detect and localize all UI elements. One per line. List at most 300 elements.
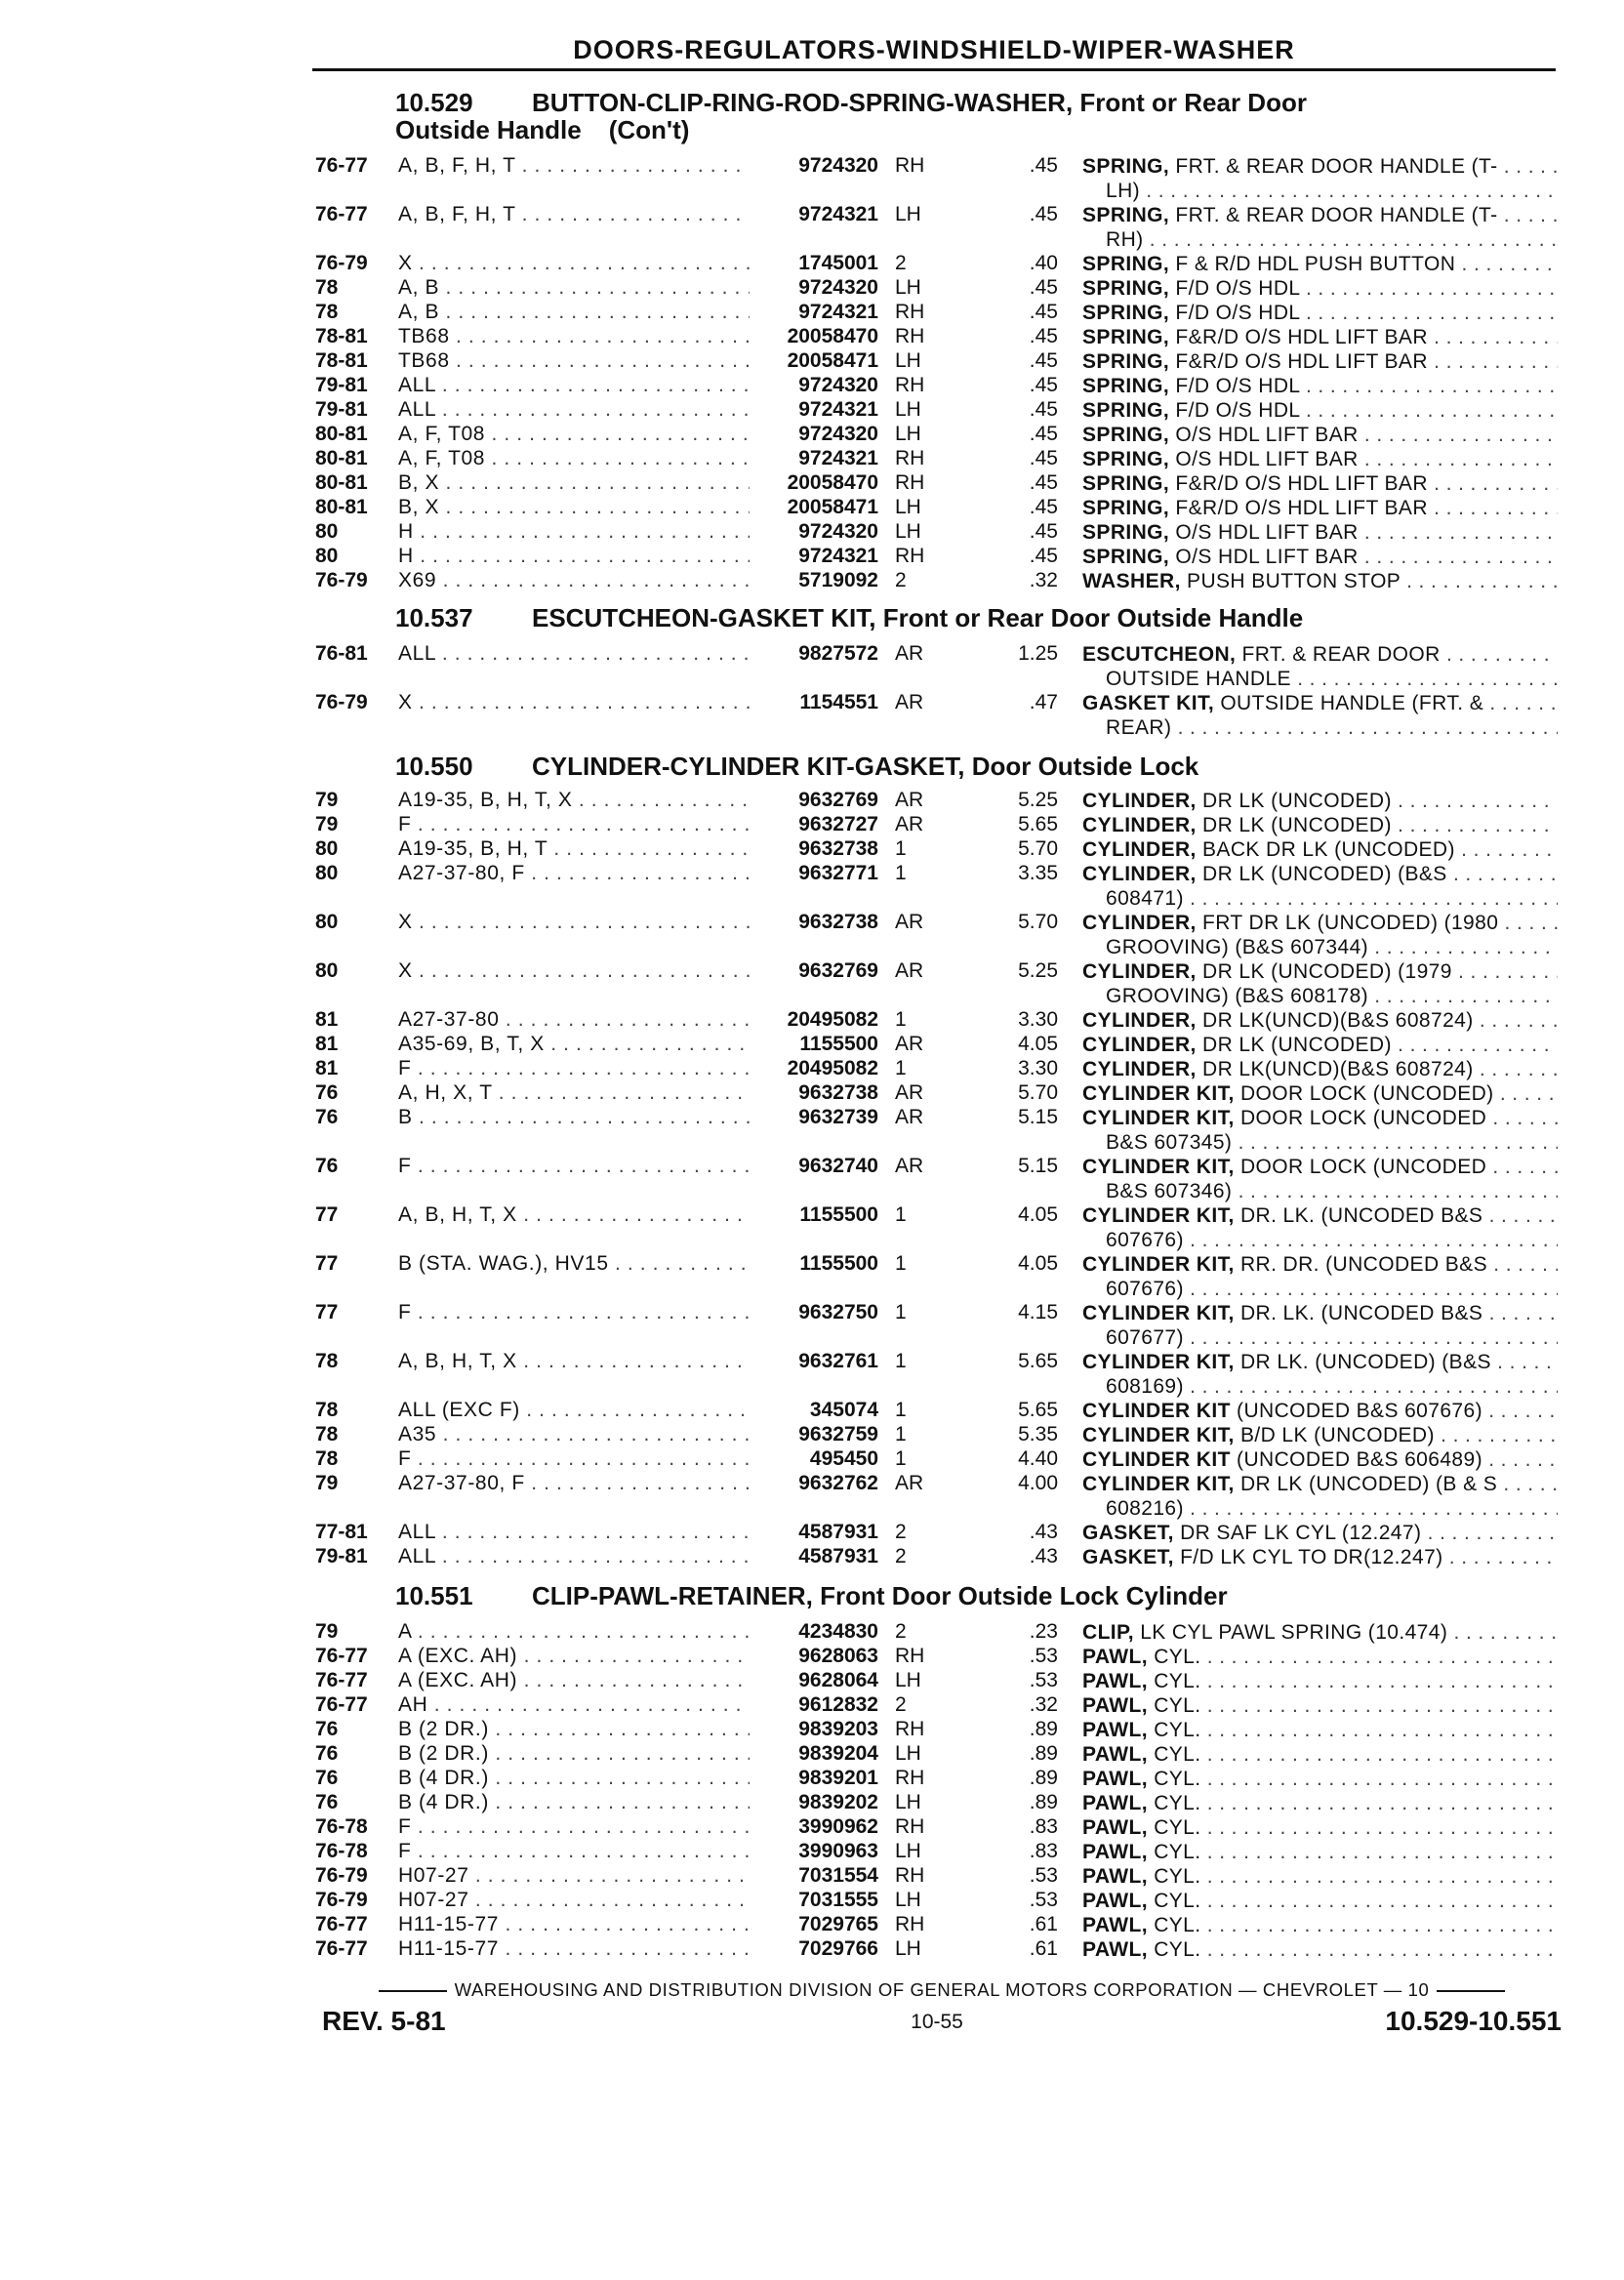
description-line bbox=[1082, 227, 1558, 252]
model-cell: A, B . . . bbox=[398, 301, 750, 324]
quantity-side-cell: AR bbox=[895, 1081, 924, 1104]
part-number-cell: 9628063 bbox=[798, 1645, 878, 1667]
model-cell: A, B, H, T, X . . . bbox=[398, 1350, 750, 1373]
description-line bbox=[1082, 862, 1558, 886]
description-text: FRT DR LK (UNCODED) (1980 bbox=[1196, 912, 1499, 934]
price-cell: .61 bbox=[1029, 1937, 1058, 1960]
description-text: CYL. bbox=[1147, 1719, 1201, 1741]
price-cell: .53 bbox=[1029, 1889, 1058, 1911]
part-number-cell: 20058471 bbox=[787, 349, 878, 372]
price-cell: 3.30 bbox=[1018, 1057, 1058, 1079]
description-keyword: CYLINDER KIT, bbox=[1082, 1082, 1235, 1105]
description-keyword: SPRING, bbox=[1082, 155, 1170, 178]
year-cell: 77-81 bbox=[315, 1521, 368, 1543]
description-text: B&S 607346) bbox=[1106, 1180, 1233, 1202]
description-cell bbox=[1082, 1350, 1558, 1399]
part-number-cell: 9632759 bbox=[798, 1423, 878, 1445]
year-cell: 76 bbox=[315, 1718, 339, 1740]
part-number-cell: 9632761 bbox=[798, 1350, 878, 1372]
part-number-cell: 9632739 bbox=[798, 1106, 878, 1128]
quantity-side-cell: 1 bbox=[895, 1252, 907, 1275]
model-cell: A27-37-80, F . . . bbox=[398, 862, 750, 885]
year-cell: 78 bbox=[315, 1423, 339, 1445]
description-cell bbox=[1082, 1057, 1558, 1081]
part-number-cell: 9632738 bbox=[798, 911, 878, 933]
section-title-rest: Front Door Outside Lock Cylinder bbox=[812, 1581, 1228, 1610]
price-cell: .32 bbox=[1029, 569, 1058, 591]
price-cell: 5.65 bbox=[1018, 813, 1058, 835]
description-text: CYL. bbox=[1147, 1792, 1201, 1814]
description-text: O/S HDL LIFT BAR bbox=[1169, 546, 1359, 568]
part-number-cell: 9724321 bbox=[798, 398, 878, 421]
description-line bbox=[1082, 1106, 1558, 1130]
year-cell: 76 bbox=[315, 1742, 339, 1765]
price-cell: 4.15 bbox=[1018, 1301, 1058, 1323]
model-cell: TB68 . . . bbox=[398, 349, 750, 373]
description-keyword: CYLINDER KIT, bbox=[1082, 1156, 1235, 1178]
section-title-rest: Front or Rear Door bbox=[1073, 88, 1307, 117]
description-text: FRT. & REAR DOOR bbox=[1236, 643, 1441, 666]
section-title-rest: Front or Rear Door Outside Handle bbox=[875, 603, 1304, 632]
description-cell bbox=[1082, 1767, 1558, 1791]
description-text: CYL. bbox=[1147, 1743, 1201, 1766]
part-number-cell: 9724320 bbox=[798, 374, 878, 396]
description-line bbox=[1082, 1301, 1558, 1325]
quantity-side-cell: 2 bbox=[895, 1521, 907, 1543]
part-number-cell: 9632762 bbox=[798, 1472, 878, 1494]
year-cell: 76-77 bbox=[315, 1937, 368, 1960]
description-keyword: PAWL, bbox=[1082, 1816, 1148, 1839]
model-cell: ALL (EXC F) . . . bbox=[398, 1399, 750, 1422]
footer-division bbox=[322, 1979, 1562, 2001]
model-cell: A35-69, B, T, X . . . bbox=[398, 1033, 750, 1056]
description-cell bbox=[1082, 471, 1558, 496]
description-line bbox=[1082, 1815, 1558, 1840]
quantity-side-cell: LH bbox=[895, 1791, 921, 1813]
price-cell: .45 bbox=[1029, 471, 1058, 494]
footer-page-number: 10-55 bbox=[911, 2011, 963, 2033]
price-cell: .45 bbox=[1029, 496, 1058, 518]
description-line bbox=[1082, 1374, 1558, 1399]
part-number-cell: 9724320 bbox=[798, 423, 878, 445]
quantity-side-cell: LH bbox=[895, 496, 921, 518]
description-line bbox=[1082, 667, 1558, 691]
description-line bbox=[1082, 984, 1558, 1008]
part-number-cell: 7029765 bbox=[798, 1913, 878, 1935]
part-number-cell: 20058470 bbox=[787, 325, 878, 347]
model-cell: B . . . bbox=[398, 1106, 750, 1129]
year-cell: 76 bbox=[315, 1106, 339, 1128]
description-keyword: CYLINDER KIT, bbox=[1082, 1107, 1235, 1129]
description-text: DOOR LOCK (UNCODED bbox=[1234, 1156, 1487, 1178]
price-cell: .43 bbox=[1029, 1521, 1058, 1543]
description-cell bbox=[1082, 1301, 1558, 1350]
quantity-side-cell: RH bbox=[895, 1718, 925, 1740]
description-line bbox=[1082, 691, 1558, 715]
description-keyword: PAWL, bbox=[1082, 1694, 1148, 1717]
model-cell: H . . . bbox=[398, 545, 750, 568]
quantity-side-cell: LH bbox=[895, 1840, 921, 1862]
description-text: DR. LK. (UNCODED B&S bbox=[1234, 1302, 1483, 1324]
description-line bbox=[1082, 1472, 1558, 1496]
description-keyword: SPRING, bbox=[1082, 326, 1170, 348]
description-text: O/S HDL LIFT BAR bbox=[1169, 521, 1359, 544]
description-cell bbox=[1082, 1399, 1558, 1423]
price-cell: 5.70 bbox=[1018, 1081, 1058, 1104]
description-text: CYL. bbox=[1147, 1646, 1201, 1668]
model-cell: A, B, F, H, T . . . bbox=[398, 154, 750, 178]
description-text: F&R/D O/S HDL LIFT BAR bbox=[1169, 497, 1428, 519]
description-keyword: SPRING, bbox=[1082, 253, 1170, 275]
quantity-side-cell: RH bbox=[895, 1864, 925, 1887]
model-cell: H . . . bbox=[398, 520, 750, 544]
description-cell bbox=[1082, 1937, 1558, 1962]
year-cell: 77 bbox=[315, 1301, 339, 1323]
part-number-cell: 20058471 bbox=[787, 496, 878, 518]
description-line bbox=[1082, 959, 1558, 984]
quantity-side-cell: 2 bbox=[895, 1620, 907, 1643]
description-line bbox=[1082, 1889, 1558, 1913]
quantity-side-cell: AR bbox=[895, 1155, 924, 1177]
year-cell: 76-77 bbox=[315, 154, 368, 177]
price-cell: .83 bbox=[1029, 1840, 1058, 1862]
description-keyword: CYLINDER, bbox=[1082, 912, 1197, 934]
section-title bbox=[395, 603, 1303, 633]
description-line bbox=[1082, 276, 1558, 301]
description-line bbox=[1082, 1864, 1558, 1889]
part-number-cell: 20495082 bbox=[787, 1057, 878, 1079]
model-cell: B (STA. WAG.), HV15 . . . bbox=[398, 1252, 750, 1276]
description-cell bbox=[1082, 1008, 1558, 1033]
year-cell: 79-81 bbox=[315, 398, 368, 421]
model-cell: B (2 DR.) . . . bbox=[398, 1718, 750, 1741]
quantity-side-cell: 1 bbox=[895, 1203, 907, 1226]
model-cell: A, B . . . bbox=[398, 276, 750, 300]
description-line bbox=[1082, 1913, 1558, 1937]
part-number-cell: 1155500 bbox=[799, 1033, 878, 1055]
description-cell bbox=[1082, 1669, 1558, 1693]
description-text: CYL. bbox=[1147, 1841, 1201, 1863]
description-cell bbox=[1082, 1423, 1558, 1447]
price-cell: .47 bbox=[1029, 691, 1058, 713]
description-keyword: GASKET KIT, bbox=[1082, 692, 1215, 714]
part-number-cell: 9724320 bbox=[798, 154, 878, 177]
description-keyword: WASHER, bbox=[1082, 570, 1181, 592]
model-cell: F . . . bbox=[398, 1301, 750, 1324]
part-number-cell: 9632740 bbox=[798, 1155, 878, 1177]
section-title bbox=[395, 88, 1307, 118]
description-cell bbox=[1082, 1645, 1558, 1669]
model-cell: X . . . bbox=[398, 911, 750, 934]
description-keyword: CYLINDER, bbox=[1082, 1009, 1197, 1032]
price-cell: 3.30 bbox=[1018, 1008, 1058, 1031]
quantity-side-cell: RH bbox=[895, 1645, 925, 1667]
description-cell bbox=[1082, 1693, 1558, 1718]
quantity-side-cell: AR bbox=[895, 911, 924, 933]
price-cell: 5.65 bbox=[1018, 1350, 1058, 1372]
description-line bbox=[1082, 1252, 1558, 1277]
year-cell: 76 bbox=[315, 1081, 339, 1104]
quantity-side-cell: RH bbox=[895, 325, 925, 347]
description-text: DR. LK. (UNCODED B&S bbox=[1234, 1204, 1483, 1227]
year-cell: 76-79 bbox=[315, 1864, 368, 1887]
description-keyword: ESCUTCHEON, bbox=[1082, 643, 1237, 666]
footer-section-range: 10.529-10.551 bbox=[1385, 2006, 1562, 2036]
quantity-side-cell: LH bbox=[895, 520, 921, 543]
description-line bbox=[1082, 1155, 1558, 1179]
description-keyword: GASKET, bbox=[1082, 1546, 1174, 1568]
page-title: DOORS-REGULATORS-WINDSHIELD-WIPER-WASHER bbox=[573, 35, 1295, 64]
description-text: 608216) bbox=[1106, 1497, 1184, 1520]
section-title-bold: ESCUTCHEON-GASKET KIT, bbox=[532, 603, 876, 632]
description-text: GROOVING) (B&S 607344) bbox=[1106, 936, 1369, 958]
year-cell: 76-79 bbox=[315, 569, 368, 591]
description-text: CYL. bbox=[1147, 1816, 1201, 1839]
quantity-side-cell: RH bbox=[895, 1815, 925, 1838]
quantity-side-cell: LH bbox=[895, 1937, 921, 1960]
price-cell: .40 bbox=[1029, 252, 1058, 274]
quantity-side-cell: LH bbox=[895, 276, 921, 299]
description-keyword: CYLINDER KIT, bbox=[1082, 1253, 1235, 1276]
quantity-side-cell: LH bbox=[895, 423, 921, 445]
description-cell bbox=[1082, 349, 1558, 374]
description-keyword: CYLINDER KIT bbox=[1082, 1400, 1231, 1422]
part-number-cell: 9628064 bbox=[798, 1669, 878, 1691]
year-cell: 78 bbox=[315, 1350, 339, 1372]
model-cell: A27-37-80 . . . bbox=[398, 1008, 750, 1032]
part-number-cell: 3990963 bbox=[798, 1840, 878, 1862]
description-text: (UNCODED B&S 607676) bbox=[1230, 1400, 1482, 1422]
part-number-cell: 9724321 bbox=[798, 447, 878, 469]
section-number: 10.550 bbox=[395, 752, 473, 781]
model-cell: X . . . bbox=[398, 252, 750, 275]
description-text: F&R/D O/S HDL LIFT BAR bbox=[1169, 350, 1428, 373]
year-cell: 76 bbox=[315, 1155, 339, 1177]
description-line bbox=[1082, 1937, 1558, 1962]
year-cell: 76-77 bbox=[315, 1913, 368, 1935]
description-line bbox=[1082, 1496, 1558, 1521]
description-line bbox=[1082, 1033, 1558, 1057]
part-number-cell: 4234830 bbox=[798, 1620, 878, 1643]
description-keyword: CYLINDER, bbox=[1082, 838, 1197, 861]
description-keyword: CYLINDER, bbox=[1082, 960, 1197, 983]
quantity-side-cell: AR bbox=[895, 642, 924, 665]
description-text: DOOR LOCK (UNCODED bbox=[1234, 1107, 1487, 1129]
quantity-side-cell: RH bbox=[895, 545, 925, 567]
year-cell: 81 bbox=[315, 1033, 339, 1055]
price-cell: 5.70 bbox=[1018, 911, 1058, 933]
quantity-side-cell: AR bbox=[895, 959, 924, 982]
year-cell: 76 bbox=[315, 1767, 339, 1789]
description-line bbox=[1082, 1718, 1558, 1742]
model-cell: A, F, T08 . . . bbox=[398, 423, 750, 446]
year-cell: 76-79 bbox=[315, 252, 368, 274]
price-cell: .53 bbox=[1029, 1864, 1058, 1887]
description-cell bbox=[1082, 813, 1558, 837]
model-cell: ALL . . . bbox=[398, 398, 750, 422]
description-cell bbox=[1082, 642, 1558, 691]
part-number-cell: 7031554 bbox=[798, 1864, 878, 1887]
description-text: (UNCODED B&S 606489) bbox=[1230, 1448, 1482, 1471]
year-cell: 78 bbox=[315, 301, 339, 323]
description-keyword: CYLINDER KIT, bbox=[1082, 1424, 1235, 1446]
part-number-cell: 20495082 bbox=[787, 1008, 878, 1031]
model-cell: H07-27 . . . bbox=[398, 1864, 750, 1888]
quantity-side-cell: AR bbox=[895, 1033, 924, 1055]
description-text: FRT. & REAR DOOR HANDLE (T- bbox=[1169, 155, 1498, 178]
description-line bbox=[1082, 886, 1558, 911]
description-keyword: PAWL, bbox=[1082, 1768, 1148, 1790]
part-number-cell: 9827572 bbox=[798, 642, 878, 665]
year-cell: 76-78 bbox=[315, 1815, 368, 1838]
description-line bbox=[1082, 496, 1558, 520]
year-cell: 80 bbox=[315, 545, 339, 567]
price-cell: 5.15 bbox=[1018, 1106, 1058, 1128]
description-text: DR LK (UNCODED) bbox=[1196, 814, 1392, 836]
description-keyword: PAWL, bbox=[1082, 1890, 1148, 1912]
description-cell bbox=[1082, 1889, 1558, 1913]
price-cell: 3.35 bbox=[1018, 862, 1058, 884]
price-cell: 5.70 bbox=[1018, 837, 1058, 860]
description-keyword: SPRING, bbox=[1082, 472, 1170, 495]
year-cell: 76-78 bbox=[315, 1840, 368, 1862]
description-line bbox=[1082, 1791, 1558, 1815]
description-text: REAR) bbox=[1106, 716, 1172, 739]
model-cell: H11-15-77 . . . bbox=[398, 1913, 750, 1936]
description-cell bbox=[1082, 447, 1558, 471]
price-cell: .89 bbox=[1029, 1767, 1058, 1789]
description-keyword: SPRING, bbox=[1082, 204, 1170, 226]
description-text: 608169) bbox=[1106, 1375, 1184, 1398]
description-text: F/D LK CYL TO DR(12.247) bbox=[1173, 1546, 1443, 1568]
year-cell: 76-77 bbox=[315, 1693, 368, 1716]
description-line bbox=[1082, 179, 1558, 203]
description-cell bbox=[1082, 1106, 1558, 1155]
description-text: LH) bbox=[1106, 180, 1141, 202]
description-text: CYL. bbox=[1147, 1914, 1201, 1936]
price-cell: 5.15 bbox=[1018, 1155, 1058, 1177]
description-cell bbox=[1082, 545, 1558, 569]
description-line bbox=[1082, 423, 1558, 447]
quantity-side-cell: 1 bbox=[895, 1057, 907, 1079]
model-cell: A (EXC. AH) . . . bbox=[398, 1645, 750, 1668]
part-number-cell: 1155500 bbox=[799, 1252, 878, 1275]
price-cell: .32 bbox=[1029, 1693, 1058, 1716]
model-cell: A27-37-80, F . . . bbox=[398, 1472, 750, 1495]
description-text: F/D O/S HDL bbox=[1169, 375, 1300, 397]
quantity-side-cell: RH bbox=[895, 301, 925, 323]
description-text: F/D O/S HDL bbox=[1169, 302, 1300, 324]
description-line bbox=[1082, 447, 1558, 471]
year-cell: 76-77 bbox=[315, 203, 368, 225]
description-line bbox=[1082, 301, 1558, 325]
description-keyword: PAWL, bbox=[1082, 1914, 1148, 1936]
description-text: CYL. bbox=[1147, 1768, 1201, 1790]
description-text: B&S 607345) bbox=[1106, 1131, 1233, 1154]
description-text: DR LK. (UNCODED) (B&S bbox=[1234, 1351, 1491, 1373]
price-cell: .61 bbox=[1029, 1913, 1058, 1935]
description-cell bbox=[1082, 1203, 1558, 1252]
page-header bbox=[312, 33, 1556, 71]
footer-division-text: WAREHOUSING AND DISTRIBUTION DIVISION OF GENERAL MOTORS CORPORATION — CHEVROLET — 10 bbox=[454, 1979, 1430, 2000]
quantity-side-cell: AR bbox=[895, 691, 924, 713]
description-text: DR SAF LK CYL (12.247) bbox=[1173, 1522, 1422, 1544]
price-cell: .89 bbox=[1029, 1742, 1058, 1765]
year-cell: 80 bbox=[315, 520, 339, 543]
description-keyword: SPRING, bbox=[1082, 302, 1170, 324]
model-cell: F . . . bbox=[398, 1155, 750, 1178]
description-line bbox=[1082, 935, 1558, 959]
price-cell: .45 bbox=[1029, 374, 1058, 396]
quantity-side-cell: 2 bbox=[895, 252, 907, 274]
description-text: CYL. bbox=[1147, 1938, 1201, 1961]
description-keyword: GASKET, bbox=[1082, 1522, 1174, 1544]
footer-rule-left bbox=[379, 1990, 447, 1992]
description-text: F & R/D HDL PUSH BUTTON bbox=[1169, 253, 1456, 275]
model-cell: A, B, H, T, X . . . bbox=[398, 1203, 750, 1227]
model-cell: B (4 DR.) . . . bbox=[398, 1767, 750, 1790]
quantity-side-cell: 1 bbox=[895, 862, 907, 884]
description-cell bbox=[1082, 1791, 1558, 1815]
description-text: FRT. & REAR DOOR HANDLE (T- bbox=[1169, 204, 1498, 226]
year-cell: 80-81 bbox=[315, 423, 368, 445]
section-title bbox=[395, 1581, 1228, 1611]
part-number-cell: 9632750 bbox=[798, 1301, 878, 1323]
section-title bbox=[395, 752, 1198, 782]
price-cell: .53 bbox=[1029, 1669, 1058, 1691]
description-line bbox=[1082, 203, 1558, 227]
description-line bbox=[1082, 1130, 1558, 1155]
description-line bbox=[1082, 1081, 1558, 1106]
part-number-cell: 345074 bbox=[809, 1399, 878, 1421]
model-cell: A35 . . . bbox=[398, 1423, 750, 1446]
description-cell bbox=[1082, 520, 1558, 545]
model-cell: B (4 DR.) . . . bbox=[398, 1791, 750, 1814]
description-line bbox=[1082, 1767, 1558, 1791]
description-cell bbox=[1082, 325, 1558, 349]
model-cell: X . . . bbox=[398, 959, 750, 983]
description-line bbox=[1082, 1228, 1558, 1252]
year-cell: 77 bbox=[315, 1252, 339, 1275]
description-keyword: SPRING, bbox=[1082, 399, 1170, 422]
description-line bbox=[1082, 520, 1558, 545]
year-cell: 79 bbox=[315, 1472, 339, 1494]
description-cell bbox=[1082, 203, 1558, 252]
price-cell: .45 bbox=[1029, 423, 1058, 445]
model-cell: A, F, T08 . . . bbox=[398, 447, 750, 470]
part-number-cell: 7029766 bbox=[798, 1937, 878, 1960]
description-text: RH) bbox=[1106, 228, 1144, 251]
description-keyword: SPRING, bbox=[1082, 521, 1170, 544]
description-cell bbox=[1082, 1472, 1558, 1521]
price-cell: .45 bbox=[1029, 349, 1058, 372]
description-text: BACK DR LK (UNCODED) bbox=[1196, 838, 1455, 861]
price-cell: .45 bbox=[1029, 545, 1058, 567]
description-cell bbox=[1082, 691, 1558, 740]
description-keyword: CYLINDER, bbox=[1082, 814, 1197, 836]
description-text: DR LK (UNCODED) bbox=[1196, 1034, 1392, 1056]
description-line bbox=[1082, 813, 1558, 837]
description-keyword: CYLINDER KIT, bbox=[1082, 1351, 1235, 1373]
part-number-cell: 9632769 bbox=[798, 789, 878, 811]
description-keyword: PAWL, bbox=[1082, 1719, 1148, 1741]
quantity-side-cell: RH bbox=[895, 374, 925, 396]
description-text: OUTSIDE HANDLE bbox=[1106, 668, 1291, 690]
part-number-cell: 9839201 bbox=[798, 1767, 878, 1789]
quantity-side-cell: AR bbox=[895, 1472, 924, 1494]
part-number-cell: 9724321 bbox=[798, 545, 878, 567]
part-number-cell: 9724321 bbox=[798, 203, 878, 225]
